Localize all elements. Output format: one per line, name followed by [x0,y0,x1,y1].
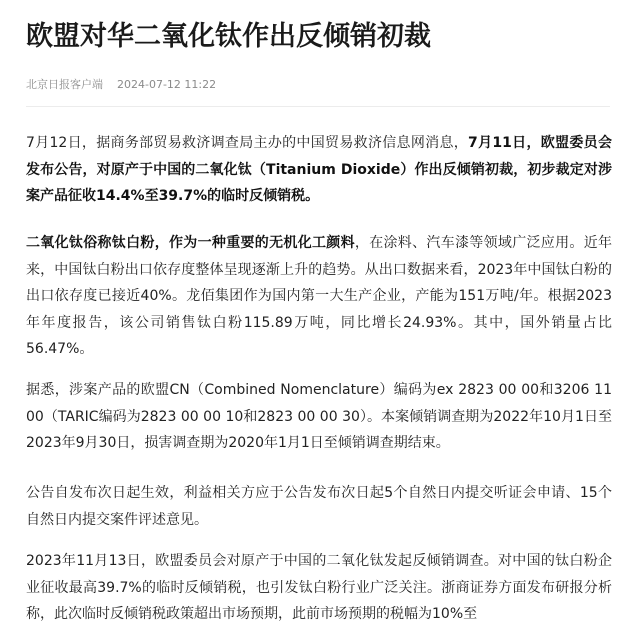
article-paragraph-2 [26,230,612,363]
paragraph-bold-segment: 7月11日，欧盟委员会发布公告，对原产于中国的二氧化钛（Titanium Dioxide）作出反倾销初裁，初步裁定对涉案产品征收14.4%至39.7%的临时反倾销税。 [26,135,612,204]
article-paragraph-3 [26,377,612,457]
paragraph-bold-segment: 二氧化钛俗称钛白粉，作为一种重要的无机化工颜料 [26,235,355,251]
paragraph-segment: 公告自发布次日起生效，利益相关方应于公告发布次日起5个自然日内提交听证会申请、15个自然日内提交案件评述意见。 [26,485,612,528]
paragraph-segment: 2023年11月13日，欧盟委员会对原产于中国的二氧化钛发起反倾销调查。对中国的钛白粉企业征收最高39.7%的临时反倾销税，也引发钛白粉行业广泛关注。浙商证券方面发布研报分析称，此次临时反倾销税政策超出市场预期，此前市场预期的税幅为10%至 [26,553,612,622]
article-meta [26,76,216,94]
article-title: 欧盟对华二氧化钛作出反倾销初裁 [26,21,431,52]
article-paragraph-4 [26,480,612,533]
article-paragraph-5 [26,548,612,624]
article-date: 2024-07-12 11:22 [117,78,217,91]
article-source[interactable]: 北京日报客户端 [26,78,103,91]
paragraph-segment: 7月12日，据商务部贸易救济调查局主办的中国贸易救济信息网消息， [26,135,469,151]
paragraph-segment: ，在涂料、汽车漆等领域广泛应用。近年来，中国钛白粉出口依存度整体呈现逐渐上升的趋势。从出口数据来看，2023年中国钛白粉的出口依存度已接近40%。龙佰集团作为国内第一大生产企业，产能为151万吨/年。根据2023年年度报告，该公司销售钛白粉115.89万吨，同比增长24.93%。其中，国外销量占比56.47%。 [26,235,613,357]
article-paragraph-1 [26,130,612,210]
header-divider [26,106,610,107]
paragraph-segment: 据悉，涉案产品的欧盟CN（Combined Nomenclature）编码为ex 2823 00 00和3206 11 00（TARIC编码为2823 00 00 10和2823 00 00 30）。本案倾销调查期为2022年10月1日至2023年9月30日，损害调查期为2020年1月1日至倾销调查期结束。 [26,382,612,451]
